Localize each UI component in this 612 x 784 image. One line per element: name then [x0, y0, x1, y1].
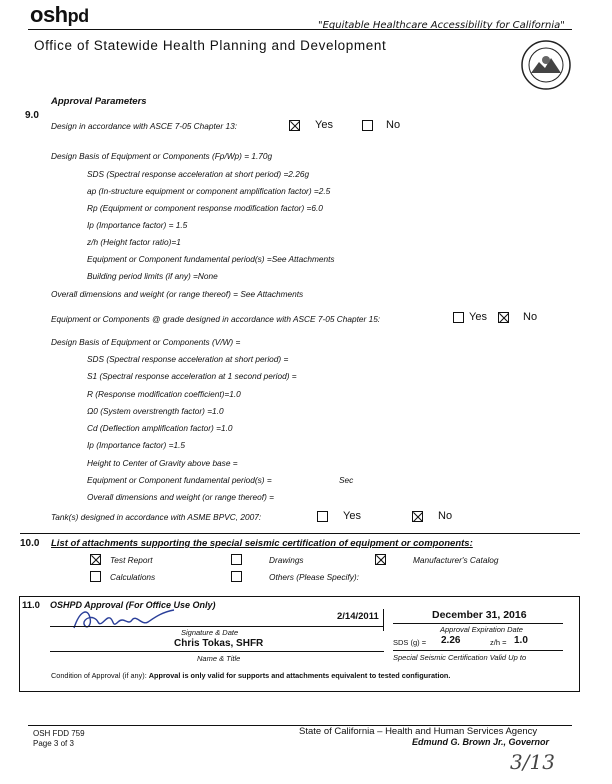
design-13-yes-label: Yes — [315, 119, 333, 131]
tank-yes-label: Yes — [343, 510, 361, 522]
name-label: Name & Title — [197, 654, 241, 663]
section-10-title: List of attachments supporting the special seismic certification of equipment or components: — [51, 538, 473, 549]
overall-dimensions-2: Overall dimensions and weight (or range thereof) = — [87, 492, 275, 502]
condition-label: Condition of Approval (if any): — [51, 671, 147, 680]
approval-date: 2/14/2011 — [337, 611, 379, 622]
overall-dimensions: Overall dimensions and weight (or range thereof) = See Attachments — [51, 289, 304, 299]
grade-15-yes-checkbox[interactable] — [453, 312, 464, 323]
handwritten-note: 3/13 — [510, 750, 555, 774]
section-9-number: 9.0 — [25, 110, 39, 121]
zh-label: z/h = — [490, 638, 507, 647]
expiration-label: Approval Expiration Date — [440, 625, 523, 634]
attachment-catalog-label: Manufacturer's Catalog — [413, 555, 499, 565]
attachment-test-report-label: Test Report — [110, 555, 153, 565]
fundamental-period: Equipment or Component fundamental period(s) =See Attachments — [87, 254, 335, 264]
tagline: "Equitable Healthcare Accessibility for California" — [318, 20, 565, 31]
sds: SDS (Spectral response acceleration at short period) =2.26g — [87, 169, 310, 179]
tank-label: Tank(s) designed in accordance with ASME BPVC, 2007: — [51, 512, 262, 522]
basis-vw: Design Basis of Equipment or Components (V/W) = — [51, 337, 241, 347]
attachment-drawings-label: Drawings — [269, 555, 304, 565]
signature — [70, 604, 180, 634]
r-coefficient: R (Response modification coefficient)=1.0 — [87, 389, 241, 399]
condition — [51, 671, 450, 680]
zh: z/h (Height factor ratio)=1 — [87, 237, 181, 247]
basis-fp: Design Basis of Equipment or Components (Fp/Wp) = 1.70g — [51, 151, 273, 161]
agency: State of California – Health and Human Services Agency — [299, 726, 538, 737]
omega: Ω0 (System overstrength factor) =1.0 — [87, 406, 224, 416]
logo-text: osh — [30, 2, 68, 27]
tank-no-checkbox[interactable] — [412, 511, 423, 522]
sds-value: 2.26 — [441, 635, 461, 646]
grade-15-yes-label: Yes — [469, 311, 487, 323]
logo-text-2: pd — [67, 6, 89, 26]
s1: S1 (Spectral response acceleration at 1 second period) = — [87, 371, 297, 381]
governor: Edmund G. Brown Jr., Governor — [412, 737, 550, 747]
building-period: Building period limits (if any) =None — [87, 271, 218, 281]
page-number: Page 3 of 3 — [33, 739, 74, 748]
design-13-yes-checkbox[interactable] — [289, 120, 300, 131]
design-13-no-label: No — [386, 119, 401, 131]
fundamental-period-2: Equipment or Component fundamental period(s) = — [87, 475, 272, 485]
office-title: Office of Statewide Health Planning and Development — [34, 38, 387, 53]
form-number: OSH FDD 759 — [33, 729, 85, 738]
signature-label: Signature & Date — [181, 628, 239, 637]
section-11-title: OSHPD Approval (For Office Use Only) — [50, 600, 216, 610]
expiration-date: December 31, 2016 — [432, 609, 527, 621]
ip: Ip (Importance factor) = 1.5 — [87, 220, 188, 230]
attachment-drawings-checkbox[interactable] — [231, 554, 242, 565]
section-9-title: Approval Parameters — [51, 96, 147, 107]
condition-text: Approval is only valid for supports and attachments equivalent to tested configuration. — [148, 671, 451, 680]
zh-value: 1.0 — [514, 635, 528, 646]
logo — [30, 2, 89, 28]
grade-15-no-checkbox[interactable] — [498, 312, 509, 323]
ap: ap (In-structure equipment or component amplification factor) =2.5 — [87, 186, 331, 196]
center-of-gravity: Height to Center of Gravity above base = — [87, 458, 238, 468]
attachment-catalog-checkbox[interactable] — [375, 554, 386, 565]
section-10-number: 10.0 — [20, 538, 40, 549]
grade-15-label: Equipment or Components @ grade designed in accordance with ASCE 7-05 Chapter 15: — [51, 314, 381, 324]
approver-name: Chris Tokas, SHFR — [174, 638, 264, 649]
attachment-test-report-checkbox[interactable] — [90, 554, 101, 565]
period-2-unit: Sec — [339, 475, 354, 485]
design-13-no-checkbox[interactable] — [362, 120, 373, 131]
sds-2: SDS (Spectral response acceleration at short period) = — [87, 354, 289, 364]
section-11-number: 11.0 — [22, 600, 40, 611]
ip-2: Ip (Importance factor) =1.5 — [87, 440, 185, 450]
tank-no-label: No — [438, 510, 453, 522]
attachment-calculations-checkbox[interactable] — [90, 571, 101, 582]
design-13-label: Design in accordance with ASCE 7-05 Chapter 13: — [51, 121, 238, 131]
valid-label: Special Seismic Certification Valid Up to — [393, 653, 527, 662]
state-seal — [521, 40, 571, 90]
cd: Cd (Deflection amplification factor) =1.0 — [87, 423, 233, 433]
attachment-calculations-label: Calculations — [110, 572, 156, 582]
attachment-others-label: Others (Please Specify): — [269, 572, 359, 582]
attachment-others-checkbox[interactable] — [231, 571, 242, 582]
grade-15-no-label: No — [523, 311, 538, 323]
sds-label: SDS (g) = — [393, 638, 427, 647]
tank-yes-checkbox[interactable] — [317, 511, 328, 522]
rp: Rp (Equipment or component response modification factor) =6.0 — [87, 203, 323, 213]
